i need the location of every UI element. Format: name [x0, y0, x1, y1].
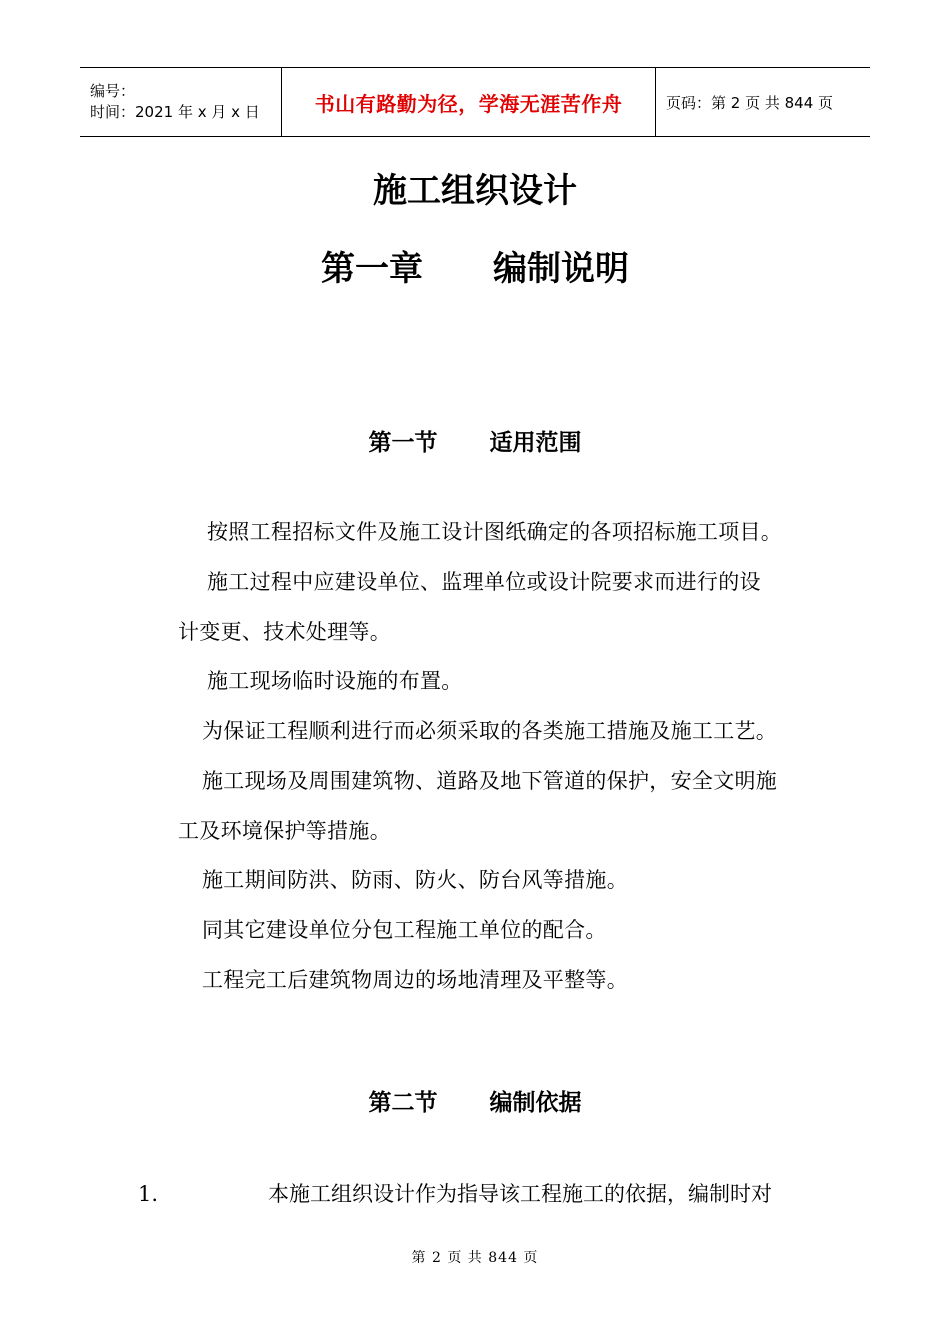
item-number: 1.	[138, 1182, 159, 1206]
paragraph-line: 为保证工程顺利进行而必须采取的各类施工措施及施工工艺。	[202, 719, 778, 743]
paragraph-line: 施工过程中应建设单位、监理单位或设计院要求而进行的设	[207, 570, 761, 594]
paragraph-line: 工程完工后建筑物周边的场地清理及平整等。	[202, 968, 628, 992]
paragraph-line: 按照工程招标文件及施工设计图纸确定的各项招标施工项目。	[207, 520, 783, 544]
paragraph-line: 施工现场及周围建筑物、道路及地下管道的保护，安全文明施	[202, 769, 778, 793]
header-page-info-cell	[656, 68, 870, 136]
section2-heading	[0, 1084, 950, 1117]
document-title: 施工组织设计	[373, 171, 577, 211]
paragraph-line: 施工现场临时设施的布置。	[207, 669, 463, 693]
number-label: 编号：	[90, 82, 136, 100]
chapter-name: 编制说明	[493, 249, 629, 289]
header-meta	[80, 68, 281, 136]
item-text: 本施工组织设计作为指导该工程施工的依据，编制时对	[268, 1182, 772, 1206]
section1-name: 适用范围	[489, 430, 582, 456]
chapter-heading	[0, 241, 950, 290]
header-motto: 书山有路勤为径，学海无涯苦作舟	[314, 91, 623, 116]
paragraph-line: 施工期间防洪、防雨、防火、防台风等措施。	[202, 868, 628, 892]
section1-number: 第一节	[368, 430, 438, 456]
chapter-number: 第一章	[321, 249, 423, 289]
section2-number: 第二节	[368, 1090, 438, 1116]
date-label: 时间：2021 年 x 月 x 日	[90, 103, 260, 121]
page-header	[80, 67, 870, 137]
header-motto-cell	[281, 68, 656, 136]
page-footer: 第 2 页 共 844 页	[411, 1250, 539, 1266]
paragraph-line: 同其它建设单位分包工程施工单位的配合。	[202, 918, 607, 942]
section2-name: 编制依据	[489, 1090, 582, 1116]
paragraph-line: 计变更、技术处理等。	[178, 620, 391, 644]
section1-heading	[0, 424, 950, 457]
header-page-info: 页码：第 2 页 共 844 页	[666, 93, 834, 112]
paragraph-line: 工及环境保护等措施。	[178, 819, 391, 843]
